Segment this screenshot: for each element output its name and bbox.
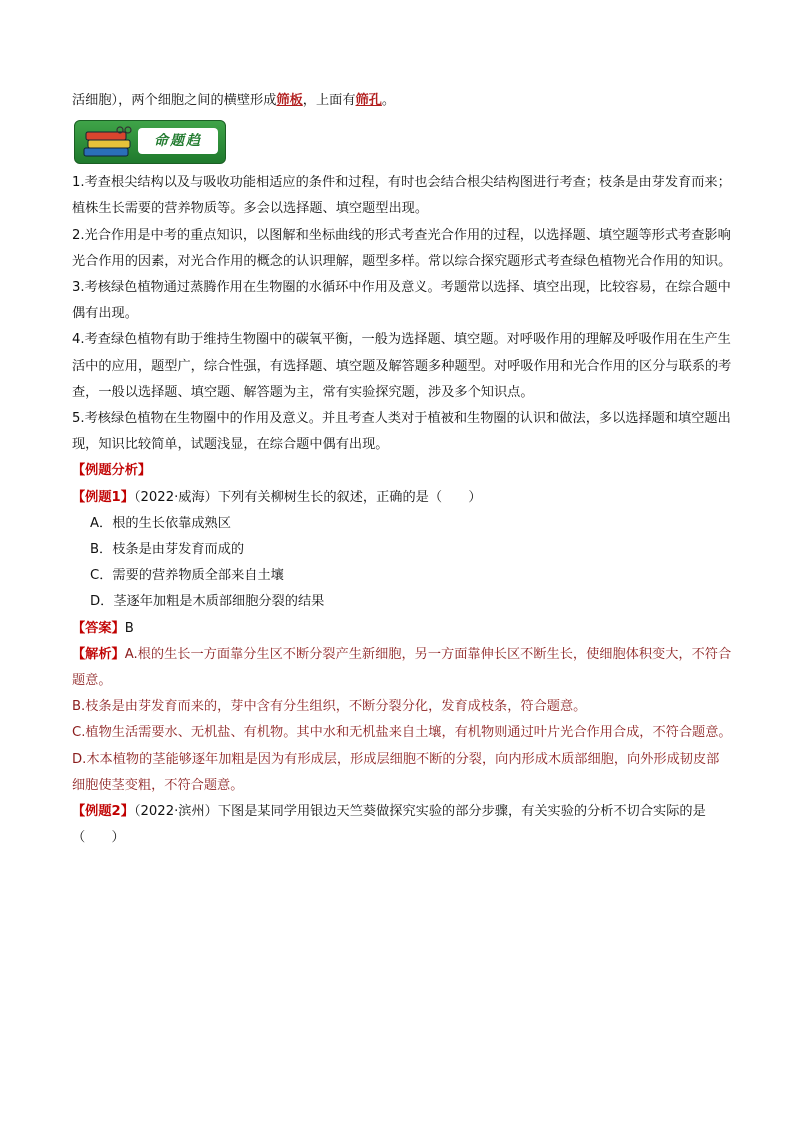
- analysis-a: 【解析】A.根的生长一方面靠分生区不断分裂产生新细胞，另一方面靠伸长区不断生长，使细胞体积变大，不符合题意。: [72, 646, 732, 689]
- example1-tag: 【例题1】: [72, 489, 134, 505]
- answer-value: B: [124, 620, 134, 636]
- intro-line: 活细胞），两个细胞之间的横壁形成筛板，上面有筛孔。: [72, 93, 396, 108]
- option-c: C．需要的营养物质全部来自土壤: [90, 568, 284, 584]
- example1-question: 【例题1】（2022·威海）下列有关柳树生长的叙述，正确的是（ ）: [72, 489, 482, 505]
- document-page: [72, 88, 732, 851]
- trend-item-3: 3.考核绿色植物通过蒸腾作用在生物圈的水循环中作用及意义。考题常以选择、填空出现，比较容易，在综合题中偶有出现。: [72, 280, 731, 322]
- books-icon: [80, 126, 136, 158]
- trend-item-1: 1.考查根尖结构以及与吸收功能相适应的条件和过程，有时也会结合根尖结构图进行考查；枝条是由芽发育而来；植株生长需要的营养物质等。多会以选择题、填空题型出现。: [72, 175, 731, 217]
- option-d: D．茎逐年加粗是木质部细胞分裂的结果: [90, 594, 325, 610]
- trend-banner: [74, 120, 226, 164]
- banner-label: 命题趋: [138, 128, 218, 154]
- answer-tag: 【答案】: [72, 620, 125, 636]
- term-sieve-plate: 筛板: [276, 93, 303, 108]
- analysis-b: B.枝条是由芽发育而来的，芽中含有分生组织，不断分裂分化，发育成枝条，符合题意。: [72, 699, 587, 715]
- analysis-c: C.植物生活需要水、无机盐、有机物。其中水和无机盐来自土壤，有机物则通过叶片光合作用合成，不符合题意。: [72, 725, 732, 741]
- trend-item-4: 4.考查绿色植物有助于维持生物圈中的碳氧平衡，一般为选择题、填空题。对呼吸作用的理解及呼吸作用在生产生活中的应用，题型广，综合性强，有选择题、填空题及解答题多种题型。对呼吸作用和光合作用的区分与联系的考查，一般以选择题、填空题、解答题为主，常有实验探究题，涉及多个知识点。: [72, 332, 732, 400]
- analysis-d: D.木本植物的茎能够逐年加粗是因为有形成层，形成层细胞不断的分裂，向内形成木质部细胞，向外形成韧皮部细胞使茎变粗，不符合题意。: [72, 751, 720, 793]
- term-sieve-pore: 筛孔: [355, 93, 382, 108]
- example2-question: 【例题2】（2022·滨州）下图是某同学用银边天竺葵做探究实验的部分步骤，有关实验的分析不切合实际的是（ ）: [72, 804, 706, 846]
- analysis-tag: 【解析】: [72, 646, 125, 662]
- section-title: 【例题分析】: [72, 463, 152, 479]
- answer-line: [72, 616, 732, 642]
- option-b: B．枝条是由芽发育而成的: [90, 542, 245, 558]
- trend-item-5: 5.考核绿色植物在生物圈中的作用及意义。并且考查人类对于植被和生物圈的认识和做法，多以选择题和填空题出现，知识比较简单，试题浅显，在综合题中偶有出现。: [72, 411, 731, 453]
- trend-item-2: 2.光合作用是中考的重点知识，以图解和坐标曲线的形式考查光合作用的过程，以选择题、填空题等形式考查影响光合作用的因素，对光合作用的概念的认识理解，题型多样。常以综合探究题形式考查绿色植物光合作用的知识。: [72, 227, 732, 269]
- example2-tag: 【例题2】: [72, 804, 134, 820]
- option-a: A．根的生长依靠成熟区: [90, 515, 231, 531]
